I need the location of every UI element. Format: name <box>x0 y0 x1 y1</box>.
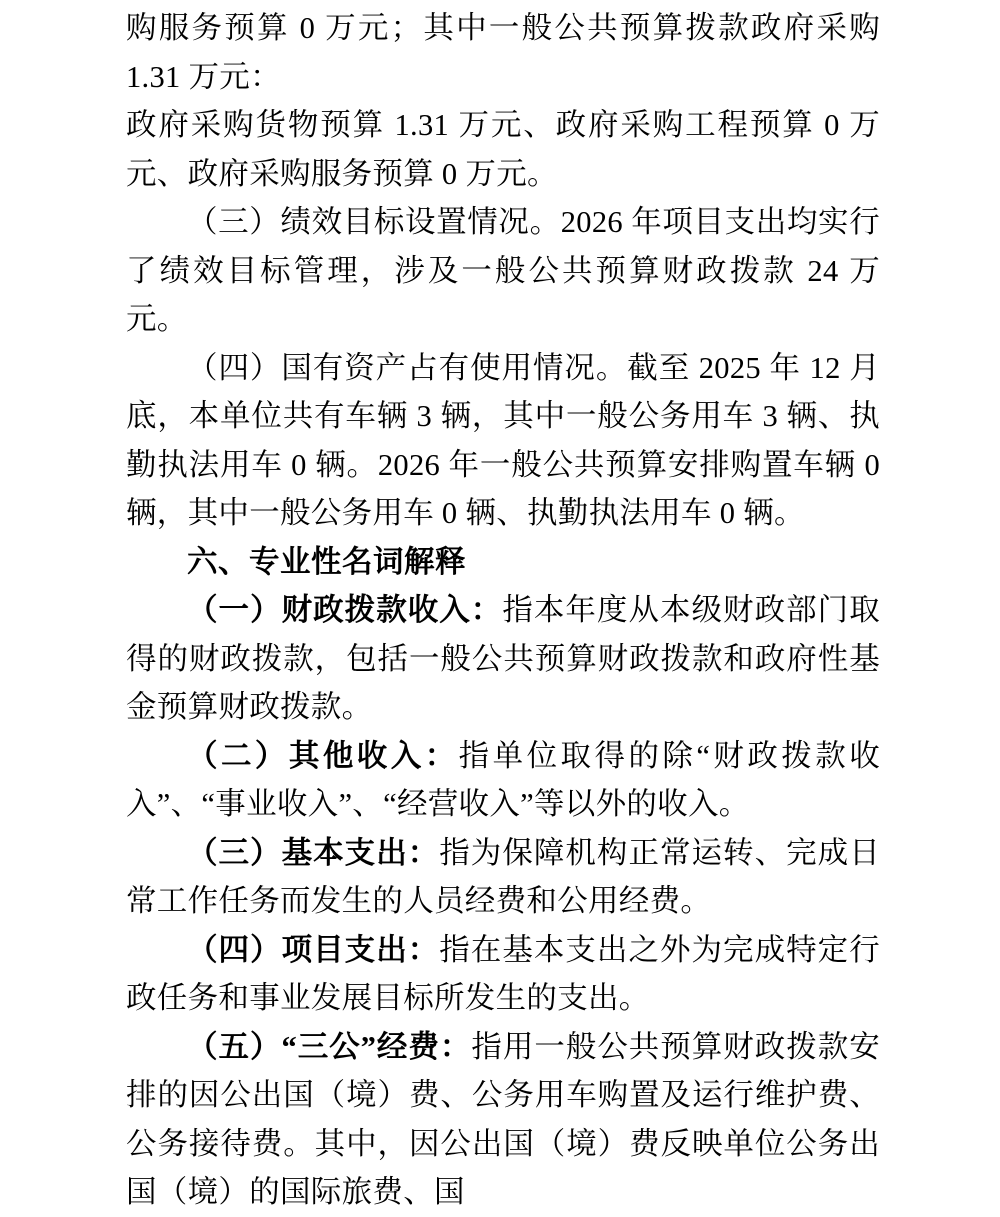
term-definition-project-expenditure: 指在基本支出之外为完成特定行政任务和事业发展目标所发生的支出。 <box>126 932 880 1015</box>
paragraph-procurement-continued: 购服务预算 0 万元；其中一般公共预算拨款政府采购 1.31 万元： <box>126 11 880 94</box>
paragraph-term-fiscal-appropriation-income <box>126 586 880 732</box>
term-definition-other-income: 指单位取得的除“财政拨款收入”、“事业收入”、“经营收入”等以外的收入。 <box>126 738 881 821</box>
paragraph-term-basic-expenditure <box>126 829 880 926</box>
term-label-basic-expenditure: （三）基本支出： <box>187 835 440 870</box>
paragraph-state-assets: （四）国有资产占有使用情况。截至 2025 年 12 月底，本单位共有车辆 3 辆，其中一般公务用车 3 辆、执勤执法用车 0 辆。2026 年一般公共预算安排购置车辆 0 辆，其中一般公务用车 0 辆、执勤执法用车 0 辆。 <box>126 350 880 530</box>
term-label-three-public-expenses: （五）“三公”经费： <box>187 1029 472 1064</box>
paragraph-term-three-public-expenses <box>126 1023 880 1217</box>
heading-terminology-section: 六、专业性名词解释 <box>187 544 466 579</box>
document-body <box>126 0 880 1217</box>
term-definition-fiscal-appropriation-income: 指本年度从本级财政部门取得的财政拨款，包括一般公共预算财政拨款和政府性基金预算财政拨款。 <box>126 593 880 724</box>
paragraph-procurement-detail: 政府采购货物预算 1.31 万元、政府采购工程预算 0 万元、政府采购服务预算 0 万元。 <box>126 108 880 191</box>
paragraph-performance-goals: （三）绩效目标设置情况。2026 年项目支出均实行了绩效目标管理，涉及一般公共预算财政拨款 24 万元。 <box>126 205 880 336</box>
term-label-other-income: （二）其他收入： <box>187 738 459 773</box>
term-definition-three-public-expenses: 指用一般公共预算财政拨款安排的因公出国（境）费、公务用车购置及运行维护费、公务接待费。其中，因公出国（境）费反映单位公务出国（境）的国际旅费、国 <box>126 1029 881 1209</box>
term-label-project-expenditure: （四）项目支出： <box>187 932 440 967</box>
paragraph-term-project-expenditure <box>126 926 880 1023</box>
term-definition-basic-expenditure: 指为保障机构正常运转、完成日常工作任务而发生的人员经费和公用经费。 <box>126 835 880 918</box>
term-label-fiscal-appropriation-income: （一）财政拨款收入： <box>187 593 503 627</box>
paragraph-term-other-income <box>126 732 880 829</box>
